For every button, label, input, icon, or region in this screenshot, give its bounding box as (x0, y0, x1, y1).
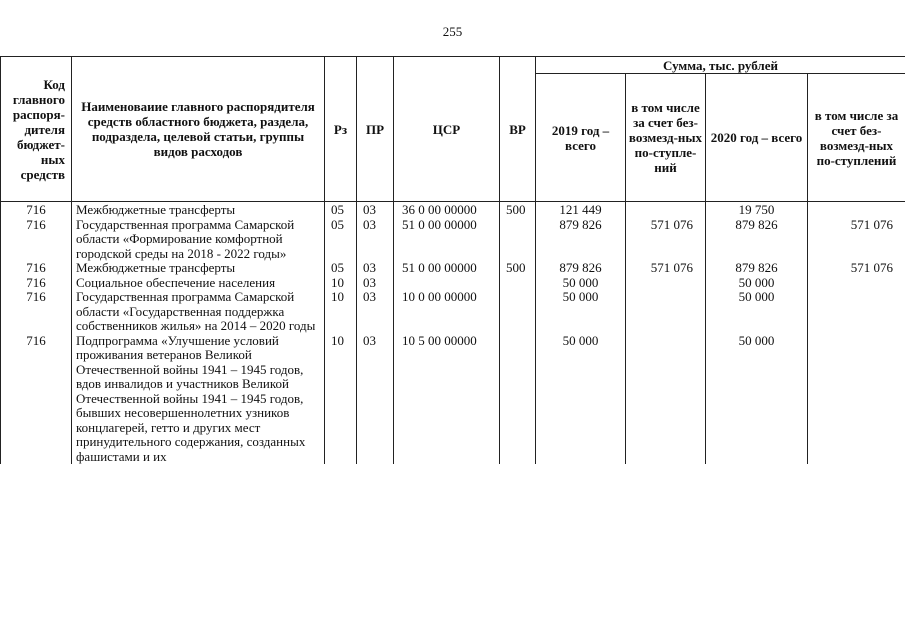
cell-2019-total: 121 449 (536, 202, 626, 218)
cell-vr (500, 290, 536, 334)
cell-pr: 03 (357, 334, 394, 465)
cell-csr (394, 276, 500, 291)
cell-vr: 500 (500, 202, 536, 218)
header-2020-total: 2020 год – всего (706, 74, 808, 202)
table-row (1, 276, 905, 291)
cell-2020-total: 19 750 (706, 202, 808, 218)
cell-pr: 03 (357, 290, 394, 334)
table-row (1, 202, 905, 218)
cell-2019-free (626, 334, 706, 465)
cell-2019-total: 50 000 (536, 334, 626, 465)
cell-rz: 10 (325, 290, 357, 334)
table-row (1, 261, 905, 276)
header-name: Наименоваиие главного распорядителя средств областного бюджета, раздела, подраздела, целевой статьи, группы видов расходов (72, 57, 325, 202)
cell-2019-free: 571 076 (626, 218, 706, 262)
cell-csr: 51 0 00 00000 (394, 218, 500, 262)
header-vr: ВР (500, 57, 536, 202)
cell-2020-total: 879 826 (706, 218, 808, 262)
cell-pr: 03 (357, 276, 394, 291)
cell-2020-free (808, 334, 905, 465)
cell-rz: 05 (325, 202, 357, 218)
cell-2019-total: 879 826 (536, 218, 626, 262)
cell-pr: 03 (357, 261, 394, 276)
header-code: Код главного распоря-дителя бюджет-ных средств (1, 57, 72, 202)
cell-csr: 10 0 00 00000 (394, 290, 500, 334)
cell-rz: 05 (325, 218, 357, 262)
cell-vr: 500 (500, 261, 536, 276)
cell-2019-free (626, 202, 706, 218)
cell-vr (500, 218, 536, 262)
cell-vr (500, 334, 536, 465)
budget-table (0, 56, 905, 464)
cell-name: Государственная программа Самарской области «Формирование комфортной городской среды на 2018 - 2022 годы» (72, 218, 325, 262)
cell-name: Социальное обеспечение населения (72, 276, 325, 291)
cell-pr: 03 (357, 218, 394, 262)
cell-code: 716 (1, 276, 72, 291)
cell-pr: 03 (357, 202, 394, 218)
cell-2019-total: 50 000 (536, 290, 626, 334)
table-row (1, 218, 905, 262)
cell-name: Государственная программа Самарской области «Государственная поддержка собственников жилья» на 2014 – 2020 годы (72, 290, 325, 334)
header-2019-total: 2019 год – всего (536, 74, 626, 202)
table-row (1, 290, 905, 334)
cell-vr (500, 276, 536, 291)
header-pr: ПР (357, 57, 394, 202)
cell-csr: 51 0 00 00000 (394, 261, 500, 276)
cell-2019-free: 571 076 (626, 261, 706, 276)
cell-name: Межбюджетные трансферты (72, 261, 325, 276)
cell-2020-free: 571 076 (808, 218, 905, 262)
cell-2019-free (626, 290, 706, 334)
cell-2020-free (808, 290, 905, 334)
table-body (1, 202, 905, 465)
cell-code: 716 (1, 261, 72, 276)
table-row (1, 334, 905, 465)
header-rz: Рз (325, 57, 357, 202)
header-row-top (1, 57, 905, 74)
cell-code: 716 (1, 202, 72, 218)
cell-rz: 10 (325, 334, 357, 465)
cell-2020-total: 50 000 (706, 334, 808, 465)
cell-csr: 36 0 00 00000 (394, 202, 500, 218)
cell-2020-free (808, 276, 905, 291)
cell-csr: 10 5 00 00000 (394, 334, 500, 465)
cell-code: 716 (1, 334, 72, 465)
cell-code: 716 (1, 218, 72, 262)
header-sum-group: Сумма, тыс. рублей (536, 57, 905, 74)
cell-2019-free (626, 276, 706, 291)
page-number: 255 (442, 24, 463, 39)
cell-name: Межбюджетные трансферты (72, 202, 325, 218)
cell-rz: 10 (325, 276, 357, 291)
header-csr: ЦСР (394, 57, 500, 202)
cell-2020-free (808, 202, 905, 218)
cell-code: 716 (1, 290, 72, 334)
header-2020-free: в том числе за счет без-возмезд-ных по-ступлений (808, 74, 905, 202)
cell-2020-total: 879 826 (706, 261, 808, 276)
budget-table-container (0, 56, 905, 464)
cell-name: Подпрограмма «Улучшение условий проживания ветеранов Великой Отечественной войны 1941 – 1945 годов, вдов инвалидов и участников Великой Отечественной войны 1941 – 1945 годов, бывших несовершеннолетних узников концлагерей, гетто и других мест принудительного содержания, созданных фашистами и их (72, 334, 325, 465)
header-2019-free: в том числе за счет без-возмезд-ных по-ступле-ний (626, 74, 706, 202)
cell-2019-total: 879 826 (536, 261, 626, 276)
cell-2019-total: 50 000 (536, 276, 626, 291)
cell-2020-total: 50 000 (706, 276, 808, 291)
cell-rz: 05 (325, 261, 357, 276)
cell-2020-total: 50 000 (706, 290, 808, 334)
cell-2020-free: 571 076 (808, 261, 905, 276)
